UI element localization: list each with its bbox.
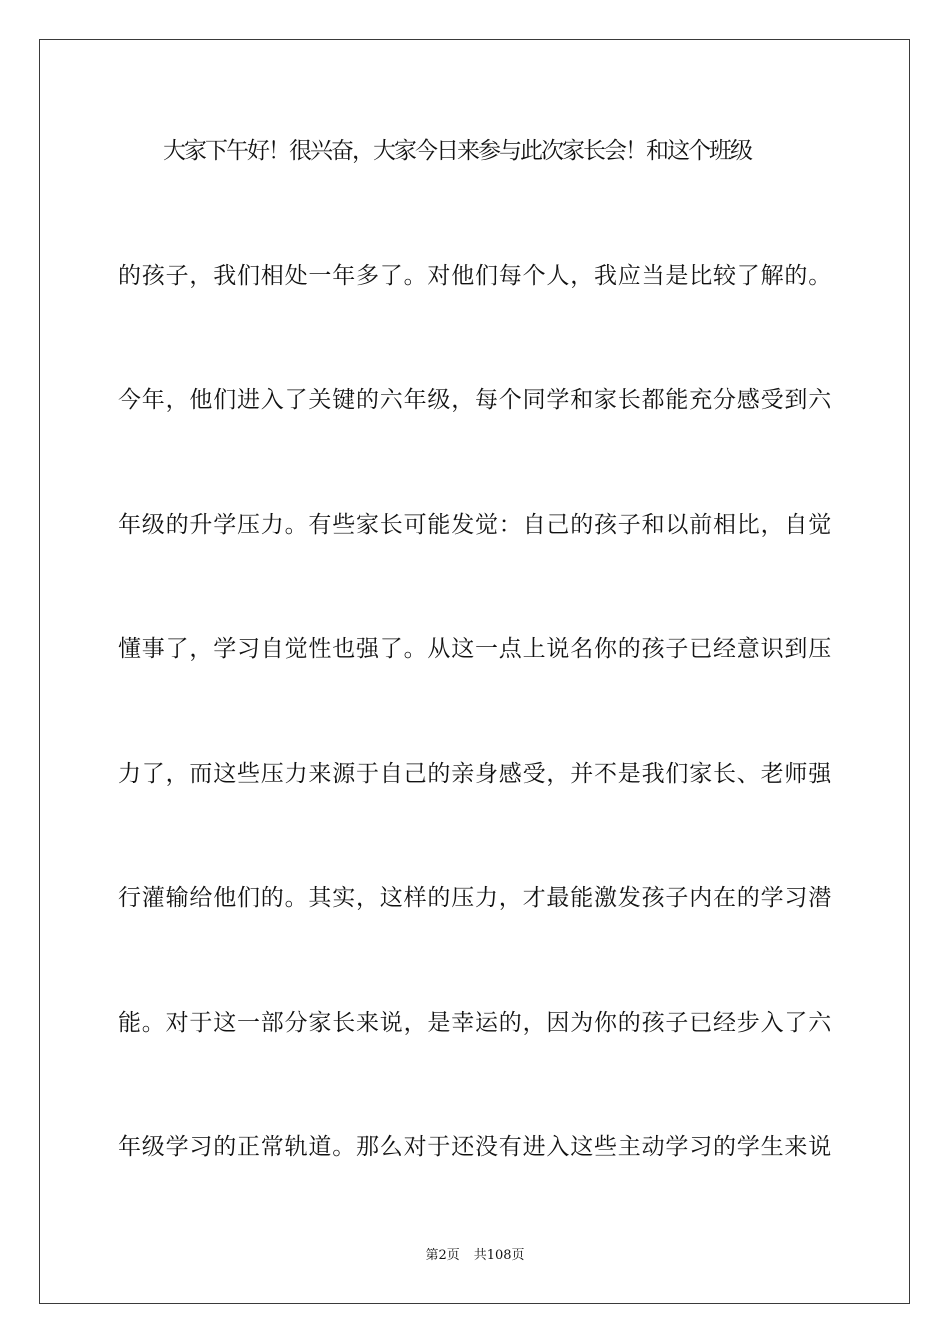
text-line: 的孩子，我们相处一年多了。对他们每个人，我应当是比较了解的。: [118, 263, 832, 289]
page-number: 第2页: [425, 1248, 460, 1263]
total-pages: 共108页: [473, 1248, 525, 1263]
text-line: 懂事了，学习自觉性也强了。从这一点上说名你的孩子已经意识到压: [118, 636, 832, 662]
text-line: 力了，而这些压力来源于自己的亲身感受，并不是我们家长、老师强: [118, 761, 832, 787]
page-footer: [0, 1247, 950, 1265]
page-frame: [39, 39, 910, 1304]
text-line: 行灌输给他们的。其实，这样的压力，才最能激发孩子内在的学习潜: [118, 885, 832, 911]
text-line: 年级的升学压力。有些家长可能发觉：自己的孩子和以前相比，自觉: [118, 512, 832, 538]
text-line: 能。对于这一部分家长来说，是幸运的，因为你的孩子已经步入了六: [118, 1010, 832, 1036]
text-line: 大家下午好！很兴奋，大家今日来参与此次家长会！和这个班级: [163, 138, 751, 164]
text-line: 今年，他们进入了关键的六年级，每个同学和家长都能充分感受到六: [118, 387, 832, 413]
text-line: 年级学习的正常轨道。那么对于还没有进入这些主动学习的学生来说: [118, 1134, 832, 1160]
